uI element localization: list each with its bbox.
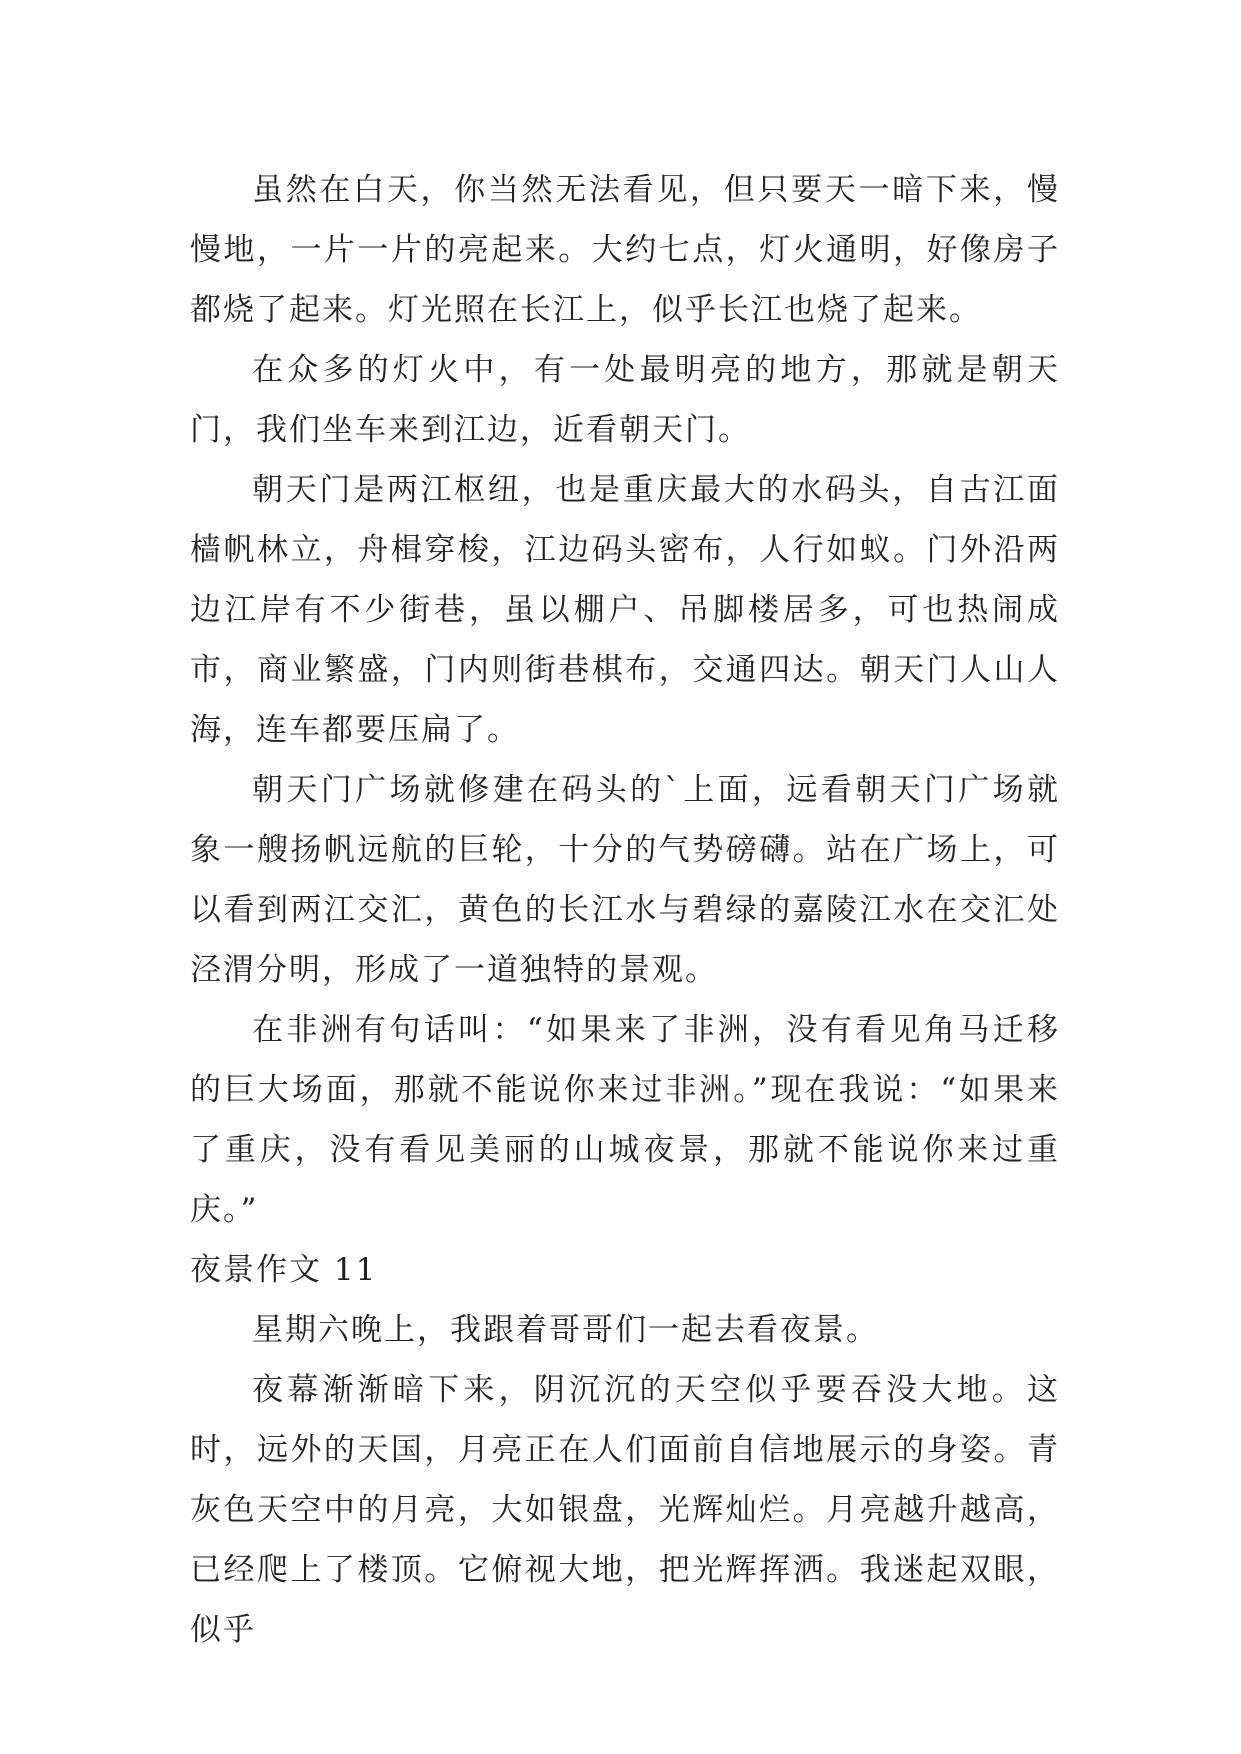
paragraph: 在众多的灯火中，有一处最明亮的地方，那就是朝天门，我们坐车来到江边，近看朝天门。 [190,352,1060,448]
paragraph: 朝天门是两江枢纽，也是重庆最大的水码头，自古江面樯帆林立，舟楫穿梭，江边码头密布，人行如蚁。门外沿两边江岸有不少街巷，虽以棚户、吊脚楼居多，可也热闹成市，商业繁盛，门内则街巷棋布，交通四达。朝天门人山人海，连车都要压扁了。 [190,472,1060,748]
paragraph: 夜幕渐渐暗下来，阴沉沉的天空似乎要吞没大地。这时，远外的天国，月亮正在人们面前自信地展示的身姿。青灰色天空中的月亮，大如银盘，光辉灿烂。月亮越升越高，已经爬上了楼顶。它俯视大地，把光辉挥洒。我迷起双眼，似乎 [190,1372,1060,1648]
section-title: 夜景作文 11 [190,1252,378,1288]
paragraph: 虽然在白天，你当然无法看见，但只要天一暗下来，慢慢地，一片一片的亮起来。大约七点，灯火通明，好像房子都烧了起来。灯光照在长江上，似乎长江也烧了起来。 [190,172,1060,328]
document-body [190,160,1060,1660]
paragraph: 朝天门广场就修建在码头的`上面，远看朝天门广场就象一艘扬帆远航的巨轮，十分的气势磅礴。站在广场上，可以看到两江交汇，黄色的长江水与碧绿的嘉陵江水在交汇处泾渭分明，形成了一道独特的景观。 [190,772,1060,988]
paragraph: 在非洲有句话叫：“如果来了非洲，没有看见角马迁移的巨大场面，那就不能说你来过非洲。”现在我说：“如果来了重庆，没有看见美丽的山城夜景，那就不能说你来过重庆。” [190,1012,1060,1228]
paragraph: 星期六晚上，我跟着哥哥们一起去看夜景。 [252,1312,879,1348]
